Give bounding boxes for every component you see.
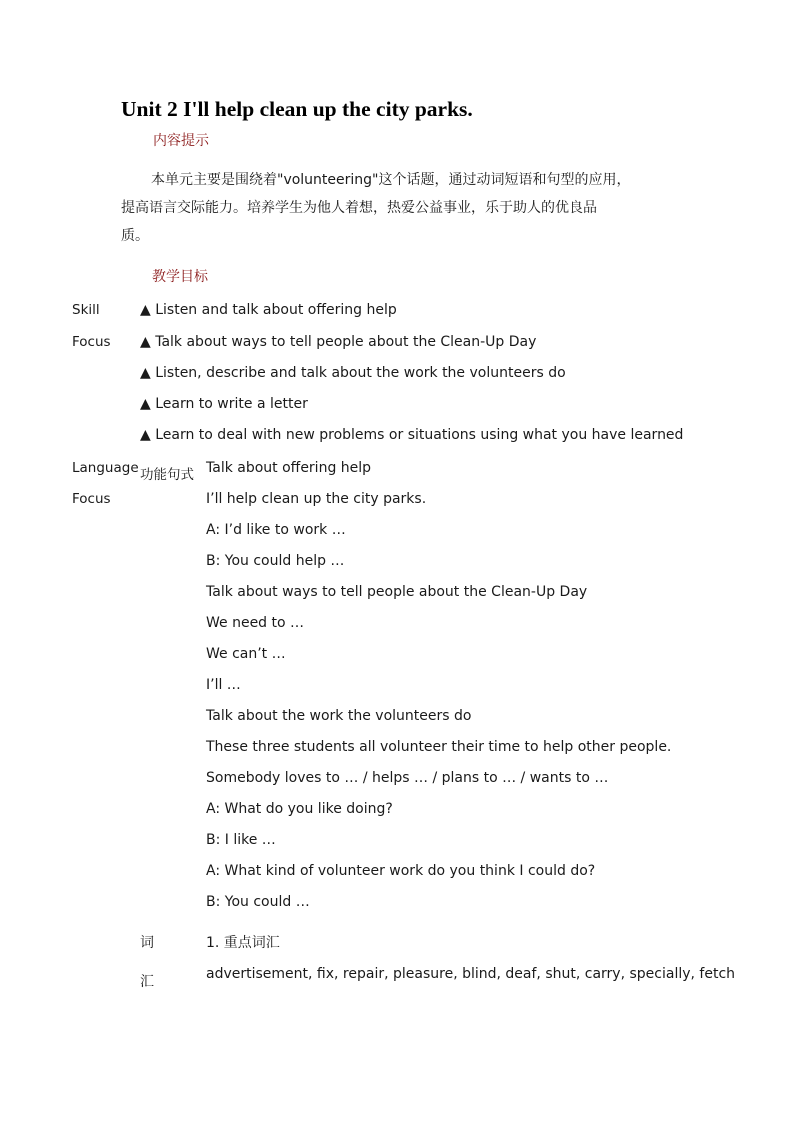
language-line: A: I’d like to work … — [206, 522, 346, 538]
content-hint-line-3: 质。 — [121, 228, 149, 244]
skill-item-1: ▲ Listen and talk about offering help — [140, 302, 397, 318]
language-line: B: You could … — [206, 894, 310, 910]
language-sublabel: 功能句式 — [140, 467, 194, 483]
language-line: These three students all volunteer their time to help other people. — [206, 739, 672, 755]
language-line: We can’t … — [206, 646, 286, 662]
skill-item-5: ▲ Learn to deal with new problems or situations using what you have learned — [140, 427, 684, 443]
language-label-line-2: Focus — [72, 491, 111, 507]
language-line: Talk about ways to tell people about the Clean-Up Day — [206, 584, 588, 600]
vocabulary-words: advertisement, fix, repair, pleasure, blind, deaf, shut, carry, specially, fetch — [206, 966, 736, 982]
skill-item-4: ▲ Learn to write a letter — [140, 396, 308, 412]
language-line: B: I like … — [206, 832, 276, 848]
language-line: We need to … — [206, 615, 305, 631]
content-hint-heading: 内容提示 — [153, 133, 209, 149]
language-line: I’ll help clean up the city parks. — [206, 491, 427, 507]
content-hint-line-1: 本单元主要是围绕着"volunteering"这个话题，通过动词短语和句型的应用， — [151, 172, 631, 188]
language-line: A: What do you like doing? — [206, 801, 393, 817]
content-hint-line-2: 提高语言交际能力。培养学生为他人着想，热爱公益事业，乐于助人的优良品 — [121, 200, 597, 216]
language-line: Talk about the work the volunteers do — [206, 708, 472, 724]
skill-item-2: ▲ Talk about ways to tell people about the Clean-Up Day — [140, 334, 537, 350]
page-title: Unit 2 I'll help clean up the city parks. — [121, 97, 473, 121]
vocabulary-heading: 1. 重点词汇 — [206, 935, 280, 951]
vocabulary-label-char-2: 汇 — [140, 974, 154, 990]
vocabulary-label-char-1: 词 — [140, 935, 154, 951]
skill-label-line-1: Skill — [72, 302, 100, 318]
language-line: B: You could help … — [206, 553, 345, 569]
objectives-heading: 教学目标 — [152, 269, 208, 285]
language-line: Talk about offering help — [206, 460, 372, 476]
language-label-line-1: Language — [72, 460, 139, 476]
skill-item-3: ▲ Listen, describe and talk about the work the volunteers do — [140, 365, 566, 381]
language-line: Somebody loves to … / helps … / plans to … / wants to … — [206, 770, 609, 786]
language-line: I’ll … — [206, 677, 241, 693]
language-line: A: What kind of volunteer work do you think I could do? — [206, 863, 596, 879]
skill-label-line-2: Focus — [72, 334, 111, 350]
